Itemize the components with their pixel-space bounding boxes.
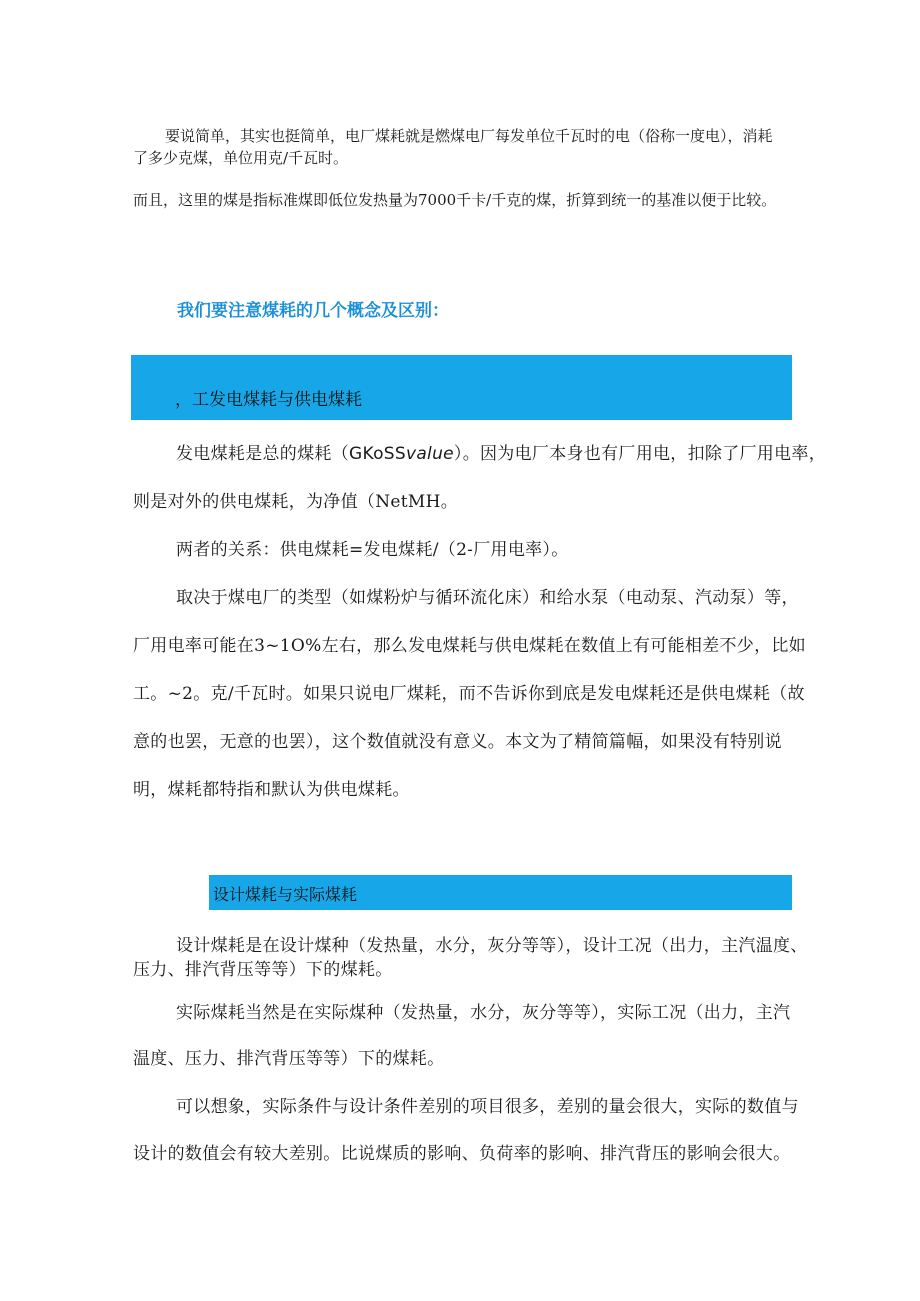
s1-paragraph-3-line-2: 厂用电率可能在3~1O%左右，那么发电煤耗与供电煤耗在数值上有可能相差不少，比如 (133, 636, 806, 656)
s2-paragraph-1-line-2: 压力、排汽背压等等）下的煤耗。 (133, 960, 393, 980)
s2-paragraph-3-line-2: 设计的数值会有较大差别。比说煤质的影响、负荷率的影响、排汽背压的影响会很大。 (133, 1144, 791, 1164)
section-1-banner (131, 355, 792, 420)
s1-p1-code: GKoSS (349, 444, 406, 464)
s1-paragraph-3-line-4: 意的也罢，无意的也罢），这个数值就没有意义。本文为了精简篇幅，如果没有特别说 (133, 732, 782, 752)
section-2-heading: 设计煤耗与实际煤耗 (213, 885, 358, 904)
s1-paragraph-3-line-1: 取决于煤电厂的类型（如煤粉炉与循环流化床）和给水泵（电动泵、汽动泵）等， (176, 588, 799, 608)
s2-paragraph-3-line-1: 可以想象，实际条件与设计条件差别的项目很多，差别的量会很大，实际的数值与 (176, 1097, 799, 1117)
s1-paragraph-3-line-5: 明，煤耗都特指和默认为供电煤耗。 (133, 780, 410, 800)
section-subtitle: 我们要注意煤耗的几个概念及区别： (177, 301, 449, 321)
intro-line-1: 要说简单，其实也挺简单，电厂煤耗就是燃煤电厂每发单位千瓦时的电（俗称一度电），消耗 (165, 127, 773, 145)
intro-line-2: 了多少克煤，单位用克/千瓦时。 (133, 149, 349, 167)
s2-paragraph-2-line-1: 实际煤耗当然是在实际煤种（发热量，水分，灰分等等），实际工况（出力，主汽 (176, 1003, 791, 1023)
s1-paragraph-1 (176, 443, 826, 465)
s1-paragraph-2: 两者的关系：供电煤耗=发电煤耗/（2-厂用电率）。 (176, 540, 569, 560)
s1-paragraph-3-line-3: 工。~2。克/千瓦时。如果只说电厂煤耗，而不告诉你到底是发电煤耗还是供电煤耗（故 (133, 684, 805, 704)
s1-p1-italic: value (405, 444, 454, 464)
s2-paragraph-2-line-2: 温度、压力、排汽背压等等）下的煤耗。 (133, 1049, 445, 1069)
s1-p1-suffix: ）。因为电厂本身也有厂用电，扣除了厂用电率， (453, 444, 827, 464)
section-2-banner (209, 875, 792, 910)
s2-paragraph-1-line-1: 设计煤耗是在设计煤种（发热量，水分，灰分等等），设计工况（出力，主汽温度、 (176, 936, 808, 956)
intro-line-3: 而且，这里的煤是指标准煤即低位发热量为7000千卡/千克的煤，折算到统一的基准以便于比较。 (133, 191, 777, 209)
section-1-heading: ，工发电煤耗与供电煤耗 (175, 390, 362, 410)
s1-p1-prefix: 发电煤耗是总的煤耗（ (176, 444, 349, 464)
s1-paragraph-1-line-2: 则是对外的供电煤耗，为净值（NetMH。 (133, 492, 458, 512)
